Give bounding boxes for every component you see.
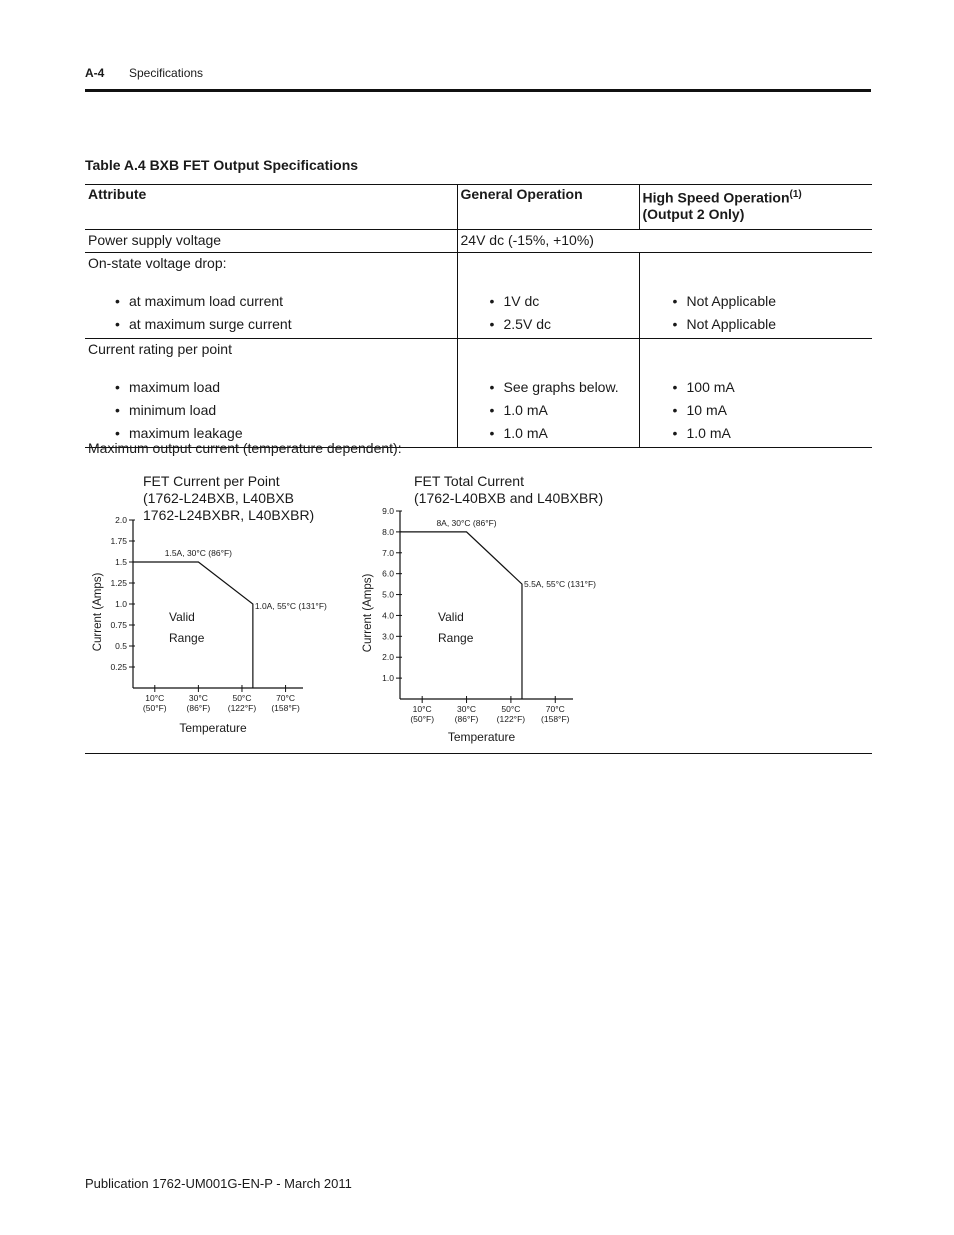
point-annotation: 1.0A, 55°C (131°F) (254, 601, 327, 611)
table-row-power (85, 230, 872, 253)
y-axis-label: Current (Amps) (92, 572, 104, 652)
x-tick-label: 70°C (545, 704, 565, 714)
cell-drop-high-speed (639, 253, 872, 339)
table-row-voltage-drop (85, 253, 872, 339)
list-item: • 2.5V dc (490, 313, 636, 336)
list-item: • 1.0 mA (673, 422, 870, 445)
section-title: Specifications (129, 66, 204, 80)
region-label: Valid (169, 610, 195, 624)
header-rule (85, 89, 871, 92)
y-tick-label: 5.0 (382, 589, 394, 600)
point-annotation: 5.5A, 55°C (131°F) (523, 579, 596, 590)
col-header-high-speed: High Speed Operation$^{(1)}$ (Output 2 Only) (639, 185, 872, 230)
page-header (85, 66, 204, 80)
chart-1-title: FET Current per Point (1762-L24BXB, L40BXB 1762-L24BXBR, L40BXBR) (143, 473, 315, 523)
y-tick-label: 2.0 (115, 515, 127, 525)
col-header-attribute: Attribute (85, 185, 457, 230)
y-tick-label: 1.0 (115, 599, 127, 609)
x-tick-label: 70°C (276, 693, 296, 703)
cell-drop-label: On-state voltage drop: • at maximum load current • at maximum surge current (85, 253, 457, 339)
cell-current-label: Current rating per point • maximum load • minimum load • maximum leakage (85, 339, 457, 448)
x-tick-label: (86°F) (454, 714, 479, 724)
y-axis-label: Current (Amps) (362, 573, 374, 653)
list-item: • 1.0 mA (490, 399, 636, 422)
x-axis-label: Temperature (447, 730, 516, 744)
table-row-current-rating (85, 339, 872, 448)
point-annotation: 1.5A, 30°C (86°F) (164, 548, 233, 558)
list-item: • 1V dc (490, 290, 636, 313)
footnote-marker: (1) (789, 189, 802, 200)
y-tick-label: 0.75 (110, 620, 127, 630)
cell-drop-general (457, 253, 639, 339)
cell-power-general: 24V dc (-15%, +10%) (457, 230, 872, 253)
region-label: Valid (438, 610, 464, 624)
y-tick-label: 4.0 (382, 610, 394, 621)
chart-fet-total-current (355, 503, 615, 748)
x-tick-label: 10°C (145, 693, 165, 703)
y-tick-label: 9.0 (382, 506, 394, 516)
spec-table (85, 184, 872, 448)
list-item: • Not Applicable (673, 290, 870, 313)
cell-current-high-speed (639, 339, 872, 448)
list-item: • maximum load (115, 376, 454, 399)
table-caption: Table A.4 BXB FET Output Specifications (85, 157, 359, 173)
x-tick-label: 10°C (412, 704, 432, 714)
boundary-line (133, 562, 253, 688)
max-output-label: Maximum output current (temperature dependent): (88, 440, 402, 456)
x-tick-label: (50°F) (410, 714, 435, 724)
list-item: • Not Applicable (673, 313, 870, 336)
page-footer: Publication 1762-UM001G-EN-P - March 2011 (85, 1176, 352, 1191)
list-item: • minimum load (115, 399, 454, 422)
x-tick-label: 50°C (501, 704, 521, 714)
table-bottom-rule (85, 753, 872, 754)
y-tick-label: 1.25 (110, 578, 127, 588)
list-item: • 10 mA (673, 399, 870, 422)
x-tick-label: (122°F) (496, 714, 526, 724)
section-number: A-4 (85, 66, 105, 80)
cell-current-general (457, 339, 639, 448)
point-annotation: 8A, 30°C (86°F) (436, 517, 497, 528)
x-tick-label: (122°F) (227, 703, 257, 713)
region-label: Range (169, 631, 205, 645)
y-tick-label: 7.0 (382, 547, 394, 558)
y-tick-label: 3.0 (382, 631, 394, 642)
x-tick-label: 30°C (188, 693, 208, 703)
x-tick-label: (158°F) (271, 703, 300, 713)
region-label: Range (438, 631, 474, 645)
list-item: • at maximum load current (115, 290, 454, 313)
x-tick-label: 30°C (457, 704, 477, 714)
y-tick-label: 0.25 (110, 662, 127, 672)
x-axis-label: Temperature (179, 721, 247, 735)
table-header-row (85, 185, 872, 230)
list-item: • 100 mA (673, 376, 870, 399)
y-tick-label: 6.0 (382, 568, 394, 579)
cell-power-label: Power supply voltage (85, 230, 457, 253)
x-tick-label: (50°F) (142, 703, 167, 713)
chart-2-title: FET Total Current (1762-L40BXB and L40BXBR) (414, 473, 604, 506)
chart-fet-current-per-point (85, 510, 345, 742)
list-item: • maximum leakage (115, 422, 454, 445)
col-header-general: General Operation (457, 185, 639, 230)
list-item: • 1.0 mA (490, 422, 636, 445)
y-tick-label: 1.5 (115, 557, 127, 567)
y-tick-label: 1.75 (110, 536, 127, 546)
y-tick-label: 1.0 (382, 673, 394, 684)
list-item: • at maximum surge current (115, 313, 454, 336)
y-tick-label: 2.0 (382, 652, 394, 663)
x-tick-label: (158°F) (541, 714, 570, 724)
y-tick-label: 0.5 (115, 641, 127, 651)
drop-items (88, 290, 454, 336)
x-tick-label: 50°C (232, 693, 252, 703)
y-tick-label: 8.0 (382, 526, 394, 537)
x-tick-label: (86°F) (186, 703, 211, 713)
list-item: • See graphs below. (490, 376, 636, 399)
